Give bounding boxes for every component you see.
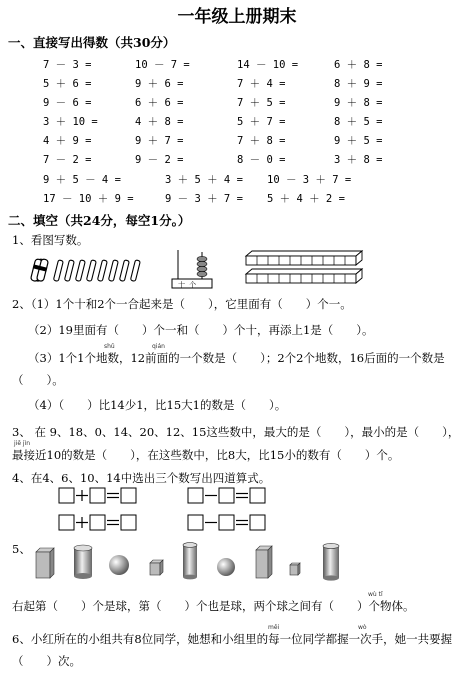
calc-item: 6 ＋ 8 = — [334, 59, 383, 71]
calc-item: 9 ＋ 8 = — [334, 97, 383, 109]
calc-item: 17 － 10 ＋ 9 = — [43, 193, 134, 205]
single-sticks-icon — [53, 260, 140, 282]
question-3-cont: 最接近10的数是（ ），在这些数中，比8大，比15小的数有（ ）个。 — [12, 448, 400, 462]
cylinder-icon — [183, 543, 197, 580]
calc-item: 5 ＋ 7 = — [237, 116, 286, 128]
calc-item: 9 ＋ 5 = — [334, 135, 383, 147]
sphere-icon — [109, 555, 129, 575]
abacus-label: 十 个 — [178, 281, 198, 289]
ruby-jiejin: jiē jìn — [14, 440, 31, 447]
question-2-4: （4）（ ）比14少1，比15大1的数是（ ）。 — [28, 398, 287, 412]
calc-item: 9 ＋ 7 = — [135, 135, 184, 147]
calc-item: 9 ＋ 5 － 4 = — [43, 174, 121, 186]
question-6-cont: （ ）次。 — [12, 654, 81, 668]
ruby-qian: qián — [152, 343, 165, 350]
calc-item: 5 ＋ 4 ＋ 2 = — [267, 193, 345, 205]
calc-item: 4 ＋ 8 = — [135, 116, 184, 128]
calc-item: 9 － 3 ＋ 7 = — [165, 193, 243, 205]
calc-item: 3 ＋ 5 ＋ 4 = — [165, 174, 243, 186]
cylinder-icon — [323, 543, 339, 580]
question-2-1: 2、（1）1个十和2个一合起来是（ ），它里面有（ ）个一。 — [12, 297, 352, 311]
calc-item: 3 ＋ 10 = — [43, 116, 98, 128]
question-1: 1、看图写数。 — [12, 233, 89, 247]
calc-item: 9 － 2 = — [135, 154, 184, 166]
section1-heading: 一、直接写出得数（共30分） — [8, 35, 176, 50]
cube-icon — [150, 560, 163, 575]
ruby-wuti: wù tǐ — [368, 591, 383, 598]
calc-item: 14 － 10 = — [237, 59, 299, 71]
sphere-icon — [217, 558, 235, 576]
calc-item: 7 ＋ 8 = — [237, 135, 286, 147]
calc-item: 4 ＋ 9 = — [43, 135, 92, 147]
question-4: 4、在4、6、10、14中选出三个数写出四道算式。 — [12, 471, 271, 485]
calc-item: 8 ＋ 9 = — [334, 78, 383, 90]
calc-item: 7 ＋ 4 = — [237, 78, 286, 90]
calc-item: 7 － 3 = — [43, 59, 92, 71]
calc-item: 7 － 2 = — [43, 154, 92, 166]
cuboid-icon — [36, 548, 54, 578]
stick-bundle-icon — [30, 259, 48, 282]
calc-item: 3 ＋ 8 = — [334, 154, 383, 166]
page-title: 一年级上册期末 — [177, 7, 297, 27]
calc-item: 9 － 6 = — [43, 97, 92, 109]
question-5-text: 右起第（ ）个是球，第（ ）个也是球，两个球之间有（ ）个物体。 — [12, 599, 415, 613]
calc-item: 8 － 0 = — [237, 154, 286, 166]
calc-item: 6 ＋ 6 = — [135, 97, 184, 109]
calc-item: 9 ＋ 6 = — [135, 78, 184, 90]
cubes-illustration — [246, 247, 368, 289]
cuboid-icon — [256, 546, 272, 578]
question-2-2: （2）19里面有（ ）个一和（ ）个十，再添上1是（ ）。 — [28, 323, 374, 337]
ruby-shu: shǔ — [104, 343, 115, 350]
ruby-mei: měi — [268, 624, 280, 631]
question-6: 6、小红所在的小组共有8位同学，她想和小组里的每一位同学都握一次手，她一共要握 — [12, 632, 453, 646]
equation-boxes — [55, 486, 285, 534]
calc-item: 10 － 7 = — [135, 59, 190, 71]
question-3: 3、 在 9、18、0、14、20、12、15这些数中，最大的是（ ），最小的是（ ）， — [12, 425, 460, 439]
calc-item: 5 ＋ 6 = — [43, 78, 92, 90]
cube-icon — [290, 563, 300, 575]
section2-heading: 二、填空（共24分，每空1分。） — [8, 213, 191, 228]
solids-illustration — [30, 540, 360, 582]
question-5: 5、 — [12, 542, 31, 556]
sticks-illustration — [30, 256, 155, 284]
question-2-3-cont: （ ）。 — [12, 373, 64, 387]
question-2-3: （3）1个1个地数，12前面的一个数是（ ）；2个2个地数，16后面的一个数是 — [28, 351, 445, 365]
cylinder-icon — [74, 545, 92, 579]
ruby-wo: wò — [358, 624, 367, 631]
calc-item: 8 ＋ 5 = — [334, 116, 383, 128]
calc-item: 7 ＋ 5 = — [237, 97, 286, 109]
calc-item: 10 － 3 ＋ 7 = — [267, 174, 352, 186]
